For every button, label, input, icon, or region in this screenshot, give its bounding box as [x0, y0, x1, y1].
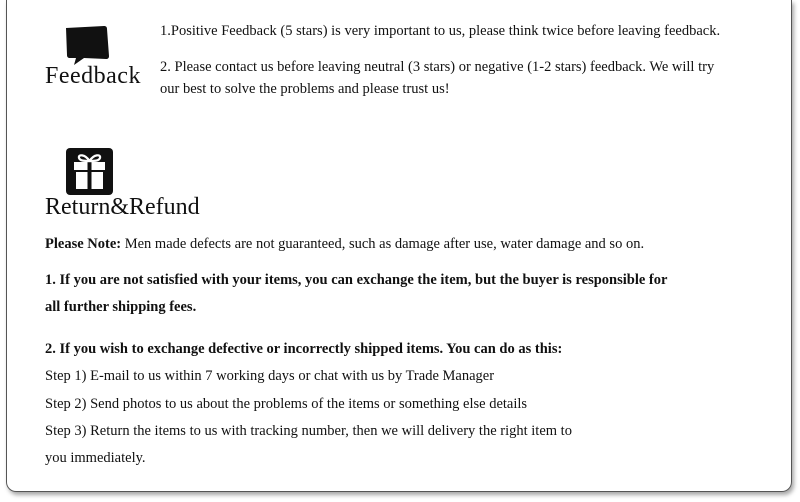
note-text: Men made defects are not guaranteed, such as damage after use, water damage and so on.	[121, 236, 645, 252]
feedback-point-1: 1.Positive Feedback (5 stars) is very important to us, please think twice before leaving feedback.	[160, 23, 721, 39]
feedback-title: Feedback	[45, 63, 141, 89]
return-refund-title: Return&Refund	[45, 194, 200, 220]
feedback-point-2-line-2: our best to solve the problems and please trust us!	[160, 81, 450, 97]
policy-item-1-line-2: all further shipping fees.	[45, 299, 197, 315]
please-note-line	[45, 236, 644, 253]
step-2: Step 2) Send photos to us about the problems of the items or something else details	[45, 396, 528, 412]
policy-item-2: 2. If you wish to exchange defective or incorrectly shipped items. You can do as this:	[45, 341, 563, 357]
feedback-point-2	[160, 56, 714, 100]
gift-icon	[66, 148, 113, 195]
step-3-line-1: Step 3) Return the items to us with tracking number, then we will delivery the right item to	[45, 423, 572, 439]
feedback-point-2-line-1: 2. Please contact us before leaving neutral (3 stars) or negative (1-2 stars) feedback. We will try	[160, 59, 715, 75]
policy-item-1-line-1: 1. If you are not satisfied with your items, you can exchange the item, but the buyer is responsible for	[45, 272, 668, 288]
note-label: Please Note:	[45, 236, 122, 252]
step-3-line-2: you immediately.	[45, 450, 146, 466]
flag-icon	[64, 24, 110, 66]
step-1: Step 1) E-mail to us within 7 working days or chat with us by Trade Manager	[45, 368, 495, 384]
